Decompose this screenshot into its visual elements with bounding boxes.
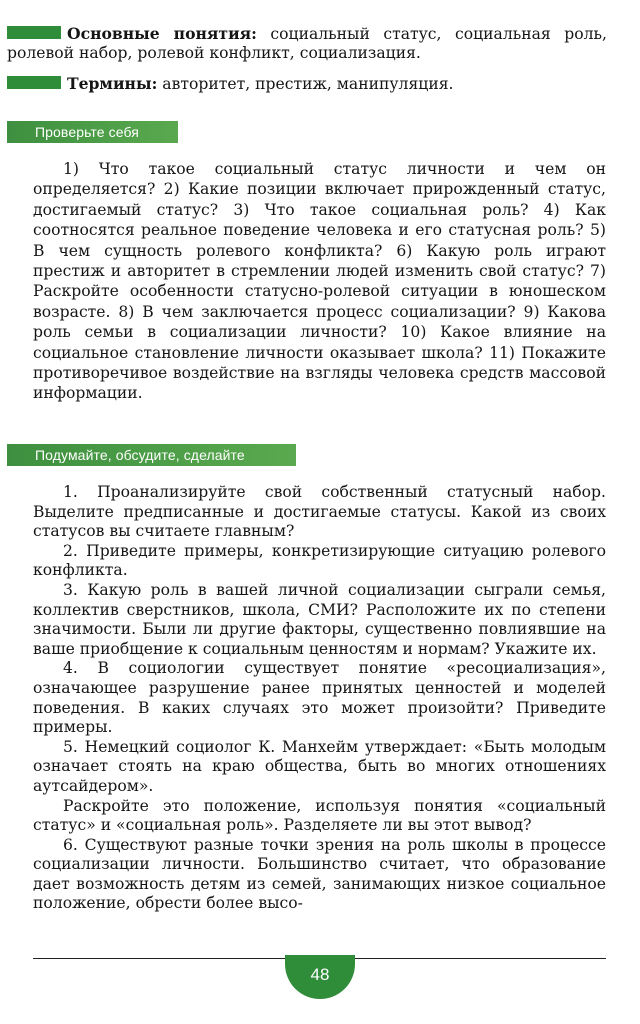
terms-list: авторитет, престиж, манипуляция. bbox=[157, 75, 454, 93]
think-discuss-do-tasks bbox=[33, 483, 606, 914]
key-concepts-label: Основные понятия: bbox=[67, 24, 257, 43]
task-5-continuation: Раскройте это положение, используя понятия «социальный статус» и «социальная роль». Разделяете ли вы этот вывод? bbox=[33, 796, 606, 835]
task-6: 6. Существуют разные точки зрения на роль школы в процессе социализации личности. Большинство считает, что образование дает возможность детям из семей, занимающих низкое социальное положение, обрести более высо- bbox=[33, 835, 606, 913]
terms-label: Термины: bbox=[67, 74, 158, 93]
terms-text bbox=[7, 74, 607, 94]
task-5: 5. Немецкий социолог К. Манхейм утверждает: «Быть молодым означает стоять на краю общества, быть во многих отношениях аутсайдером». bbox=[33, 737, 606, 795]
check-yourself-questions bbox=[33, 159, 606, 404]
task-2: 2. Приведите примеры, конкретизирующие ситуацию ролевого конфликта. bbox=[33, 541, 606, 580]
page-number: 48 bbox=[285, 955, 355, 999]
key-concepts-text bbox=[7, 24, 607, 63]
questions-paragraph: 1) Что такое социальный статус личности и чем он определяется? 2) Какие позиции включает прирожденный статус, достигаемый статус? 3) Что такое социальная роль? 4) Как соотносятся реальное поведение человека и его статусная роль? 5) В чем сущность ролевого конфликта? 6) Какую роль играют престиж и авторитет в стремлении людей изменить свой статус? 7) Раскройте особенности статусно-ролевой ситуации в юношеском возрасте. 8) В чем заключается процесс социализации? 9) Какова роль семьи в социализации личности? 10) Какое влияние на социальное становление личности оказывает школа? 11) Покажите противоречивое воздействие на взгляды человека средств массовой информации. bbox=[33, 160, 606, 403]
check-yourself-heading: Проверьте себя bbox=[7, 121, 178, 143]
task-1: 1. Проанализируйте свой собственный статусный набор. Выделите предписанные и достигаемые статусы. Какой из своих статусов вы считаете главным? bbox=[33, 483, 606, 541]
think-discuss-do-heading: Подумайте, обсудите, сделайте bbox=[7, 444, 296, 466]
key-concepts-marker bbox=[7, 26, 61, 39]
key-concepts-list: социальный статус, социальная роль, ролевой набор, ролевой конфликт, социализация. bbox=[7, 25, 607, 62]
terms-marker bbox=[7, 76, 61, 89]
terms bbox=[7, 74, 607, 94]
task-4: 4. В социологии существует понятие «ресоциализация», означающее разрушение ранее принятых ценностей и моделей поведения. В каких случаях это может произойти? Приведите примеры. bbox=[33, 659, 606, 737]
key-concepts bbox=[7, 24, 607, 63]
task-3: 3. Какую роль в вашей личной социализации сыграли семья, коллектив сверстников, школа, СМИ? Расположите их по степени значимости. Были ли другие факторы, существенно повлиявшие на ваше приобщение к социальным ценностям и нормам? Укажите их. bbox=[33, 580, 606, 658]
